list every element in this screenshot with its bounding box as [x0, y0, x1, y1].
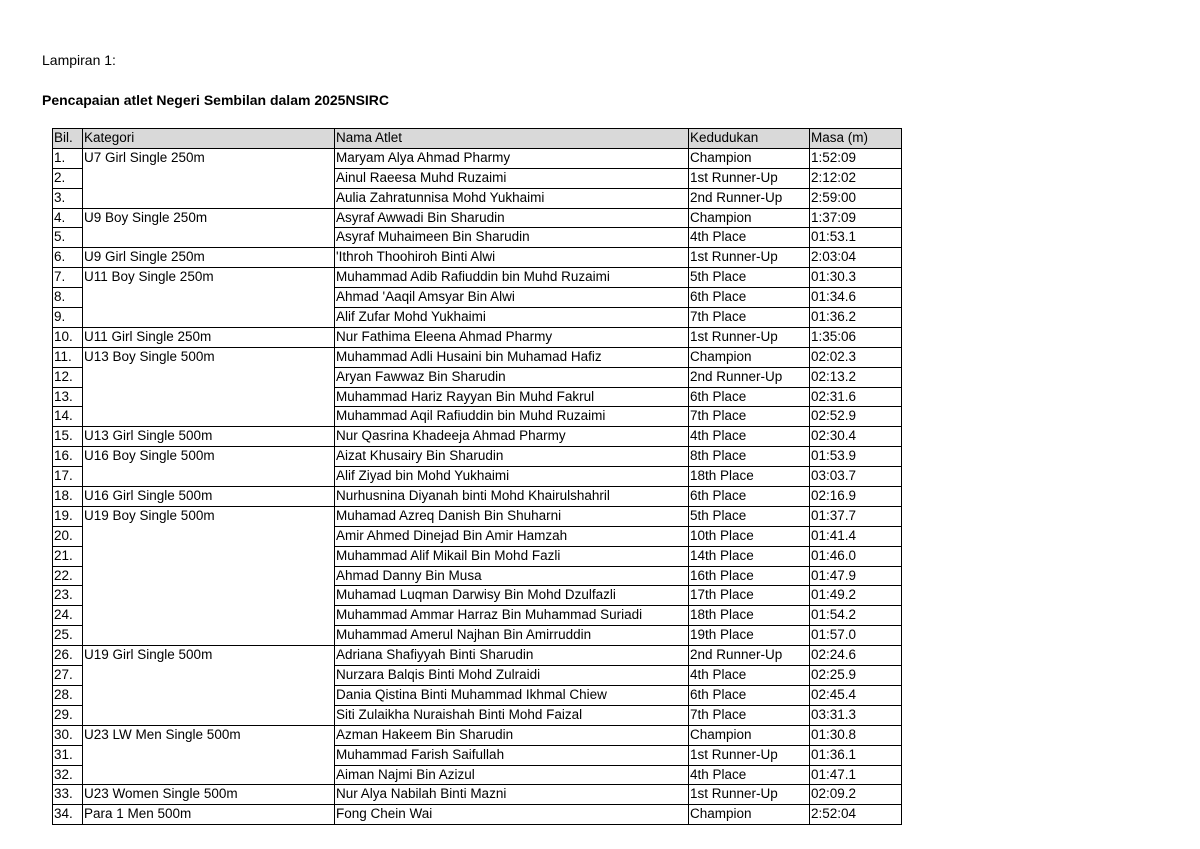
cell-masa: 02:30.4 [810, 427, 902, 447]
cell-kedudukan: Champion [689, 805, 810, 825]
cell-masa: 01:53.1 [810, 228, 902, 248]
cell-nama-atlet: Fong Chein Wai [335, 805, 689, 825]
cell-nama-atlet: Adriana Shafiyyah Binti Sharudin [335, 646, 689, 666]
cell-bil: 15. [53, 427, 83, 447]
table-row [53, 805, 902, 825]
cell-kategori: Para 1 Men 500m [83, 805, 335, 825]
cell-bil: 32. [53, 765, 83, 785]
cell-nama-atlet: 'Ithroh Thoohiroh Binti Alwi [335, 248, 689, 268]
cell-kedudukan: 5th Place [689, 268, 810, 288]
cell-bil: 29. [53, 705, 83, 725]
cell-kedudukan: 1st Runner-Up [689, 745, 810, 765]
cell-masa: 02:09.2 [810, 785, 902, 805]
table-row [53, 447, 902, 467]
cell-bil: 9. [53, 308, 83, 328]
cell-masa: 03:31.3 [810, 705, 902, 725]
cell-kategori: U9 Boy Single 250m [83, 208, 335, 248]
cell-kategori: U13 Boy Single 500m [83, 347, 335, 427]
cell-masa: 1:37:09 [810, 208, 902, 228]
header-nama-atlet: Nama Atlet [335, 129, 689, 149]
cell-kategori: U11 Boy Single 250m [83, 268, 335, 328]
cell-masa: 1:35:06 [810, 327, 902, 347]
cell-kedudukan: 7th Place [689, 705, 810, 725]
cell-kedudukan: 6th Place [689, 685, 810, 705]
cell-kedudukan: 19th Place [689, 626, 810, 646]
cell-masa: 02:16.9 [810, 487, 902, 507]
cell-masa: 01:30.8 [810, 725, 902, 745]
cell-nama-atlet: Aiman Najmi Bin Azizul [335, 765, 689, 785]
cell-nama-atlet: Ahmad Danny Bin Musa [335, 566, 689, 586]
cell-kategori: U19 Girl Single 500m [83, 646, 335, 726]
document-heading: Pencapaian atlet Negeri Sembilan dalam 2025NSIRC [42, 92, 390, 108]
cell-bil: 25. [53, 626, 83, 646]
cell-kedudukan: 7th Place [689, 308, 810, 328]
cell-masa: 01:47.1 [810, 765, 902, 785]
table-row [53, 268, 902, 288]
cell-kedudukan: 1st Runner-Up [689, 785, 810, 805]
cell-masa: 02:31.6 [810, 387, 902, 407]
cell-kategori: U23 Women Single 500m [83, 785, 335, 805]
cell-masa: 2:52:04 [810, 805, 902, 825]
cell-bil: 14. [53, 407, 83, 427]
header-masa: Masa (m) [810, 129, 902, 149]
cell-nama-atlet: Muhammad Ammar Harraz Bin Muhammad Suriadi [335, 606, 689, 626]
cell-nama-atlet: Aryan Fawwaz Bin Sharudin [335, 367, 689, 387]
cell-kedudukan: 17th Place [689, 586, 810, 606]
cell-kedudukan: 4th Place [689, 765, 810, 785]
cell-masa: 01:36.1 [810, 745, 902, 765]
cell-nama-atlet: Muhamad Luqman Darwisy Bin Mohd Dzulfazli [335, 586, 689, 606]
cell-bil: 10. [53, 327, 83, 347]
cell-nama-atlet: Muhammad Alif Mikail Bin Mohd Fazli [335, 546, 689, 566]
results-table [52, 128, 902, 825]
table-row [53, 646, 902, 666]
cell-bil: 18. [53, 487, 83, 507]
cell-kedudukan: 2nd Runner-Up [689, 188, 810, 208]
cell-kedudukan: 4th Place [689, 228, 810, 248]
cell-masa: 01:49.2 [810, 586, 902, 606]
cell-bil: 30. [53, 725, 83, 745]
cell-kedudukan: 1st Runner-Up [689, 327, 810, 347]
cell-nama-atlet: Muhammad Aqil Rafiuddin bin Muhd Ruzaimi [335, 407, 689, 427]
cell-masa: 2:12:02 [810, 168, 902, 188]
cell-nama-atlet: Aizat Khusairy Bin Sharudin [335, 447, 689, 467]
cell-nama-atlet: Nurzara Balqis Binti Mohd Zulraidi [335, 666, 689, 686]
cell-nama-atlet: Muhammad Hariz Rayyan Bin Muhd Fakrul [335, 387, 689, 407]
cell-bil: 3. [53, 188, 83, 208]
cell-bil: 4. [53, 208, 83, 228]
cell-nama-atlet: Nur Alya Nabilah Binti Mazni [335, 785, 689, 805]
cell-kategori: U19 Boy Single 500m [83, 506, 335, 645]
table-row [53, 327, 902, 347]
cell-bil: 16. [53, 447, 83, 467]
cell-nama-atlet: Aulia Zahratunnisa Mohd Yukhaimi [335, 188, 689, 208]
appendix-label: Lampiran 1: [42, 52, 116, 68]
cell-bil: 2. [53, 168, 83, 188]
cell-masa: 02:02.3 [810, 347, 902, 367]
cell-masa: 02:24.6 [810, 646, 902, 666]
cell-nama-atlet: Alif Zufar Mohd Yukhaimi [335, 308, 689, 328]
cell-kedudukan: 1st Runner-Up [689, 248, 810, 268]
cell-bil: 22. [53, 566, 83, 586]
cell-kedudukan: Champion [689, 148, 810, 168]
cell-masa: 01:34.6 [810, 288, 902, 308]
cell-kedudukan: 7th Place [689, 407, 810, 427]
cell-kedudukan: 16th Place [689, 566, 810, 586]
cell-nama-atlet: Nur Qasrina Khadeeja Ahmad Pharmy [335, 427, 689, 447]
cell-kategori: U23 LW Men Single 500m [83, 725, 335, 785]
cell-bil: 5. [53, 228, 83, 248]
cell-bil: 8. [53, 288, 83, 308]
cell-kedudukan: 14th Place [689, 546, 810, 566]
cell-bil: 34. [53, 805, 83, 825]
table-row [53, 487, 902, 507]
cell-nama-atlet: Asyraf Awwadi Bin Sharudin [335, 208, 689, 228]
cell-kedudukan: 5th Place [689, 506, 810, 526]
cell-masa: 2:59:00 [810, 188, 902, 208]
cell-kategori: U13 Girl Single 500m [83, 427, 335, 447]
header-bil: Bil. [53, 129, 83, 149]
cell-nama-atlet: Amir Ahmed Dinejad Bin Amir Hamzah [335, 526, 689, 546]
cell-bil: 12. [53, 367, 83, 387]
table-body [53, 148, 902, 824]
cell-bil: 26. [53, 646, 83, 666]
cell-bil: 27. [53, 666, 83, 686]
cell-masa: 01:41.4 [810, 526, 902, 546]
cell-masa: 01:46.0 [810, 546, 902, 566]
cell-bil: 17. [53, 467, 83, 487]
cell-kedudukan: Champion [689, 347, 810, 367]
cell-masa: 02:25.9 [810, 666, 902, 686]
cell-masa: 02:52.9 [810, 407, 902, 427]
cell-kedudukan: 6th Place [689, 487, 810, 507]
cell-kedudukan: 6th Place [689, 387, 810, 407]
cell-masa: 01:54.2 [810, 606, 902, 626]
cell-bil: 23. [53, 586, 83, 606]
cell-bil: 19. [53, 506, 83, 526]
cell-kedudukan: Champion [689, 208, 810, 228]
cell-masa: 1:52:09 [810, 148, 902, 168]
header-kedudukan: Kedudukan [689, 129, 810, 149]
table-row [53, 148, 902, 168]
cell-kedudukan: 4th Place [689, 666, 810, 686]
cell-nama-atlet: Muhammad Amerul Najhan Bin Amirruddin [335, 626, 689, 646]
cell-masa: 01:30.3 [810, 268, 902, 288]
cell-nama-atlet: Asyraf Muhaimeen Bin Sharudin [335, 228, 689, 248]
cell-nama-atlet: Nurhusnina Diyanah binti Mohd Khairulshahril [335, 487, 689, 507]
cell-nama-atlet: Dania Qistina Binti Muhammad Ikhmal Chiew [335, 685, 689, 705]
cell-kedudukan: Champion [689, 725, 810, 745]
cell-kedudukan: 18th Place [689, 467, 810, 487]
cell-bil: 24. [53, 606, 83, 626]
cell-bil: 31. [53, 745, 83, 765]
cell-nama-atlet: Muhammad Adib Rafiuddin bin Muhd Ruzaimi [335, 268, 689, 288]
cell-bil: 11. [53, 347, 83, 367]
cell-kedudukan: 6th Place [689, 288, 810, 308]
cell-masa: 03:03.7 [810, 467, 902, 487]
cell-kedudukan: 4th Place [689, 427, 810, 447]
cell-kedudukan: 18th Place [689, 606, 810, 626]
cell-bil: 33. [53, 785, 83, 805]
cell-bil: 7. [53, 268, 83, 288]
table-row [53, 506, 902, 526]
cell-kategori: U9 Girl Single 250m [83, 248, 335, 268]
cell-kedudukan: 8th Place [689, 447, 810, 467]
cell-masa: 01:36.2 [810, 308, 902, 328]
cell-kategori: U16 Boy Single 500m [83, 447, 335, 487]
cell-kategori: U11 Girl Single 250m [83, 327, 335, 347]
cell-masa: 02:45.4 [810, 685, 902, 705]
table-row [53, 347, 902, 367]
cell-kedudukan: 2nd Runner-Up [689, 367, 810, 387]
cell-bil: 21. [53, 546, 83, 566]
cell-masa: 01:53.9 [810, 447, 902, 467]
table-row [53, 785, 902, 805]
cell-nama-atlet: Muhammad Farish Saifullah [335, 745, 689, 765]
cell-nama-atlet: Alif Ziyad bin Mohd Yukhaimi [335, 467, 689, 487]
cell-nama-atlet: Muhammad Adli Husaini bin Muhamad Hafiz [335, 347, 689, 367]
table-header-row [53, 129, 902, 149]
cell-kedudukan: 10th Place [689, 526, 810, 546]
cell-masa: 02:13.2 [810, 367, 902, 387]
cell-kedudukan: 1st Runner-Up [689, 168, 810, 188]
cell-bil: 13. [53, 387, 83, 407]
cell-masa: 01:37.7 [810, 506, 902, 526]
cell-bil: 1. [53, 148, 83, 168]
cell-bil: 20. [53, 526, 83, 546]
cell-masa: 2:03:04 [810, 248, 902, 268]
cell-nama-atlet: Ahmad 'Aaqil Amsyar Bin Alwi [335, 288, 689, 308]
cell-masa: 01:57.0 [810, 626, 902, 646]
cell-bil: 28. [53, 685, 83, 705]
cell-masa: 01:47.9 [810, 566, 902, 586]
cell-nama-atlet: Azman Hakeem Bin Sharudin [335, 725, 689, 745]
table-row [53, 427, 902, 447]
header-kategori: Kategori [83, 129, 335, 149]
table-row [53, 248, 902, 268]
cell-nama-atlet: Muhamad Azreq Danish Bin Shuharni [335, 506, 689, 526]
cell-nama-atlet: Nur Fathima Eleena Ahmad Pharmy [335, 327, 689, 347]
table-row [53, 208, 902, 228]
table-row [53, 725, 902, 745]
cell-nama-atlet: Maryam Alya Ahmad Pharmy [335, 148, 689, 168]
cell-nama-atlet: Siti Zulaikha Nuraishah Binti Mohd Faizal [335, 705, 689, 725]
cell-kategori: U7 Girl Single 250m [83, 148, 335, 208]
cell-nama-atlet: Ainul Raeesa Muhd Ruzaimi [335, 168, 689, 188]
cell-bil: 6. [53, 248, 83, 268]
cell-kedudukan: 2nd Runner-Up [689, 646, 810, 666]
cell-kategori: U16 Girl Single 500m [83, 487, 335, 507]
